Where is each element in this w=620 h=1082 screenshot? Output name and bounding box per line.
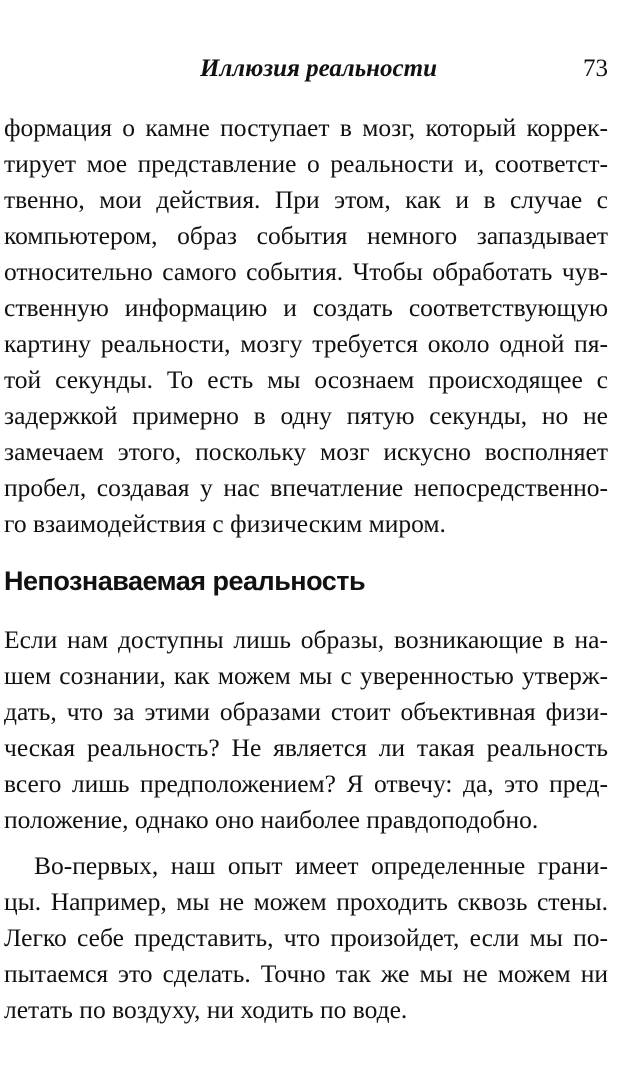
text-line: тирует мое представление о реальности и, соответст- — [4, 149, 608, 178]
text-line: твенно, мои действия. При этом, как и в случае с — [4, 185, 608, 214]
text-line: шем сознании, как можем мы с уверенностью утверж- — [4, 661, 608, 690]
text-line: ственную информацию и создать соответствующую — [4, 293, 608, 322]
text-line: дать, что за этими образами стоит объективная физи- — [4, 697, 608, 726]
text-line: замечаем этого, поскольку мозг искусно восполняет — [4, 437, 608, 466]
text-line: Во-первых, наш опыт имеет определенные грани- — [34, 851, 608, 880]
text-line: относительно самого события. Чтобы обработать чув- — [4, 257, 608, 286]
running-title: Иллюзия реальности — [200, 55, 437, 82]
text-line: всего лишь предположением? Я отвечу: да, это пред- — [4, 769, 608, 798]
text-line: формация о камне поступает в мозг, который коррек- — [4, 113, 608, 142]
text-line: ческая реальность? Не является ли такая реальность — [4, 733, 608, 762]
text-line: той секунды. То есть мы осознаем происходящее с — [4, 365, 608, 394]
text-line: го взаимодействия с физическим миром. — [4, 509, 446, 538]
text-line: Если нам доступны лишь образы, возникающие в на- — [4, 625, 608, 654]
text-line: пробел, создавая у нас впечатление непосредственно- — [4, 473, 608, 502]
text-line: компьютером, образ события немного запаздывает — [4, 221, 608, 250]
text-line: Легко себе представить, что произойдет, если мы по- — [4, 923, 608, 952]
text-line: положение, однако оно наиболее правдоподобно. — [4, 805, 539, 834]
page-number: 73 — [583, 55, 608, 82]
text-line: задержкой примерно в одну пятую секунды, но не — [4, 401, 608, 430]
text-line: цы. Например, мы не можем проходить сквозь стены. — [4, 887, 608, 916]
text-line: картину реальности, мозгу требуется около одной пя- — [4, 329, 608, 358]
section-heading: Непознаваемая реальность — [4, 566, 366, 596]
text-line: пытаемся это сделать. Точно так же мы не можем ни — [4, 959, 608, 988]
text-line: летать по воздуху, ни ходить по воде. — [4, 995, 408, 1024]
